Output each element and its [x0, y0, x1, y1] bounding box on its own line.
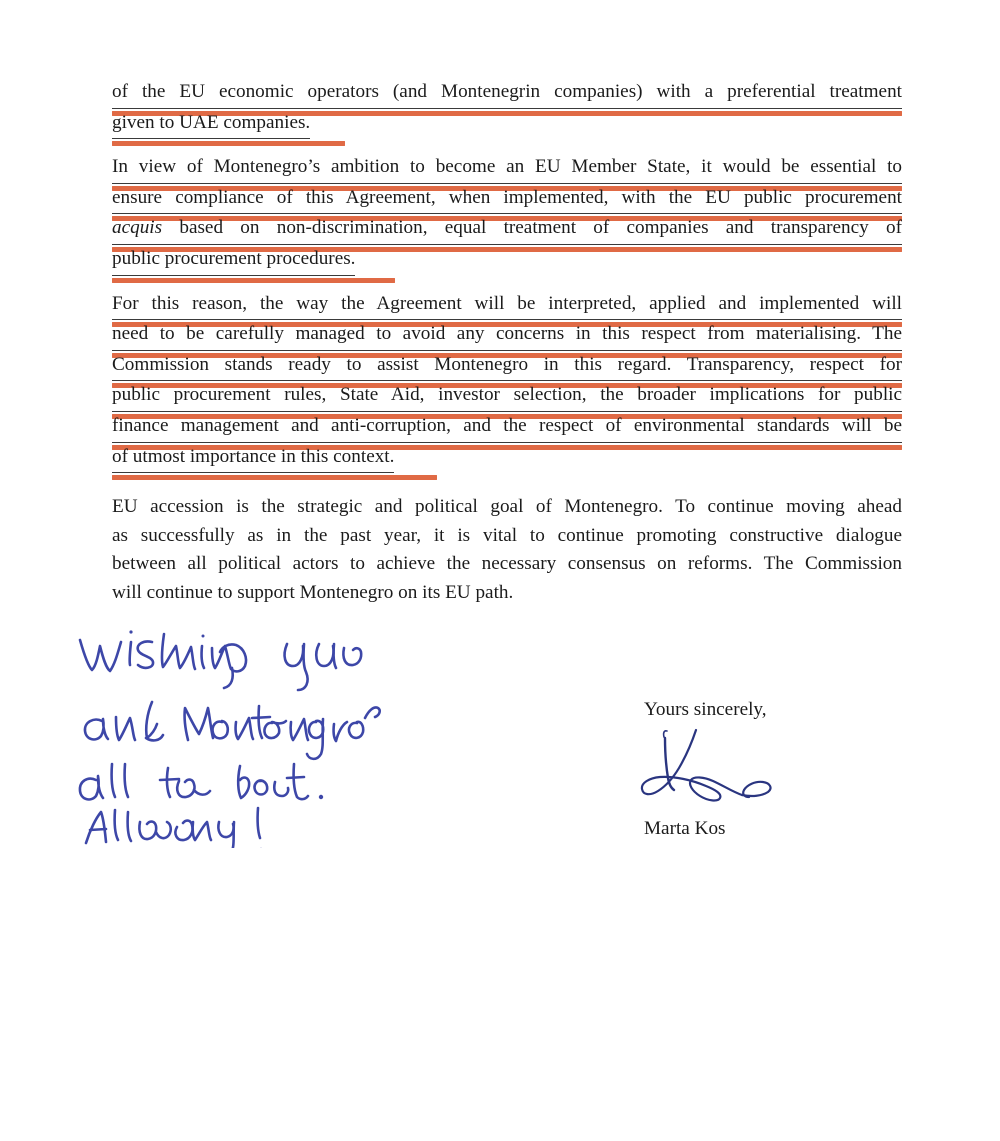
highlight-marker	[112, 475, 437, 480]
text-line	[112, 381, 902, 412]
handwriting-strokes	[72, 618, 492, 848]
line-text: need to be carefully managed to avoid any concerns in this respect from materialising. The	[112, 320, 902, 351]
paragraph-3	[112, 290, 902, 474]
paragraph-1	[112, 78, 902, 139]
line-text: public procurement procedures.	[112, 245, 355, 276]
text-line	[112, 351, 902, 382]
line-text: acquis based on non-discrimination, equal treatment of companies and transparency of	[112, 214, 902, 245]
text-line	[112, 153, 902, 184]
text-line	[112, 78, 902, 109]
text-line	[112, 184, 902, 215]
line-text: For this reason, the way the Agreement will be interpreted, applied and implemented will	[112, 290, 902, 321]
paragraph-4	[112, 493, 902, 607]
italic-term-acquis: acquis	[112, 217, 163, 239]
closing-salutation: Yours sincerely,	[644, 699, 767, 720]
paragraph-2	[112, 153, 902, 275]
line-text: given to UAE companies.	[112, 109, 310, 140]
text-line	[112, 320, 902, 351]
text-line	[112, 493, 902, 522]
text-line	[112, 290, 902, 321]
line-text: between all political actors to achieve the necessary consensus on reforms. The Commission	[112, 553, 902, 575]
highlight-marker	[112, 278, 395, 283]
line-text: EU accession is the strategic and political goal of Montenegro. To continue moving ahead	[112, 496, 902, 518]
line-text: of utmost importance in this context.	[112, 443, 394, 474]
line-text: public procurement rules, State Aid, investor selection, the broader implications for public	[112, 381, 902, 412]
signer-name: Marta Kos	[644, 818, 726, 839]
line-text: Commission stands ready to assist Montenegro in this regard. Transparency, respect for	[112, 351, 902, 382]
text-line	[112, 579, 902, 608]
text-line-acquis	[112, 214, 902, 245]
handwritten-signature	[634, 724, 824, 816]
highlight-marker	[112, 141, 345, 146]
line-text: ensure compliance of this Agreement, when implemented, with the EU public procurement	[112, 184, 902, 215]
text-line	[112, 522, 902, 551]
line-text: will continue to support Montenegro on its EU path.	[112, 581, 514, 603]
letter-body	[112, 78, 902, 608]
text-line	[112, 412, 902, 443]
line-text: finance management and anti-corruption, and the respect of environmental standards will be	[112, 412, 902, 443]
text-line	[112, 550, 902, 579]
line-text: of the EU economic operators (and Montenegrin companies) with a preferential treatment	[112, 78, 902, 109]
line-text: as successfully as in the past year, it is vital to continue promoting constructive dialogue	[112, 524, 902, 546]
signature-block	[644, 698, 914, 841]
line-text: In view of Montenegro’s ambition to become an EU Member State, it would be essential to	[112, 153, 902, 184]
handwritten-note	[72, 618, 492, 848]
